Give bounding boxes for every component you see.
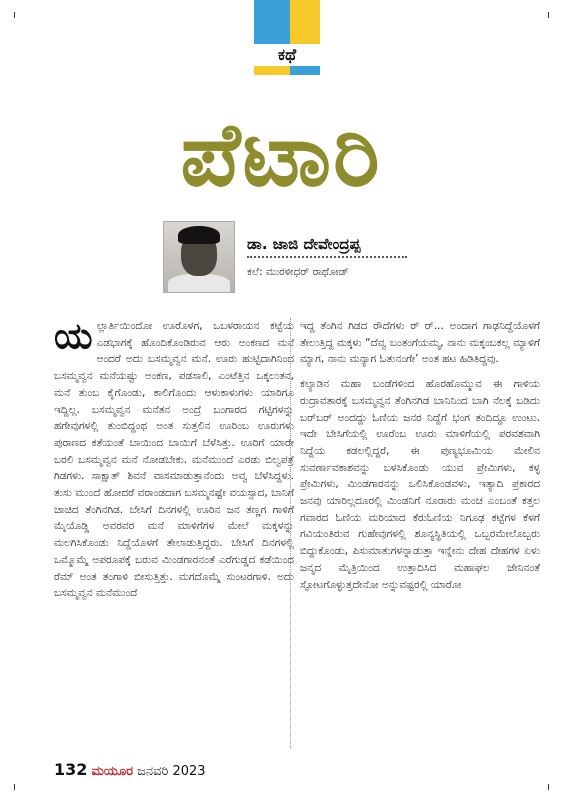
crop-mark-tr xyxy=(548,12,549,18)
crop-mark-tl xyxy=(14,12,15,18)
issue-date: ಜನವರಿ 2023 xyxy=(137,764,206,779)
story-title: ಪೆಟಾರಿ xyxy=(180,103,382,206)
author-photo-shirt xyxy=(168,274,230,293)
column-divider xyxy=(290,318,291,748)
logo-blue-block xyxy=(254,0,290,44)
body-paragraph: ಇದ್ದ ತೆಂಗಿನ ಗಿಡದ ರೌದೆಗಳು ರ್ ರ್... ಅಂದಾಗ ಗಾಢನಿದ್ದೆಯೊಳಗೆ ತೇಲುತ್ತಿದ್ದ ಮಕ್ಕಳು “ದೆವ್ವ ಬಂತಂಗೆಯಮ್ಮ, ನಾನು ಮಕ್ಕಂಬಕಲ್ಲ ಮ್ಯಾಳಿಗೆ ಮ್ಯಾಗ, ನಾನು ಮನ್ಯಾಗ ಓತುನಂಗೇ’ ಅಂತ ಹಟ ಹಿಡಿತಿದ್ದವು. xyxy=(300,320,540,366)
body-paragraph: ಲ್ಲಾರ್ತಿಯಿಂದೋ ಊರೊಳಗ, ಒಬಳರಾಯನ ಕಟ್ಟೆಯ ಎಡಭಾಗಕ್ಕೆ ಹೊಂದಿಕೊಂಡಿರುವ ಆರು ಅಂಕಣದ ಮನೆ ಅಂದರೆ ಅದು ಬಸಮ್ಮವ್ವನ ಮನೆ. ಊರು ಹುಟ್ಟಿದಾಗಿನಿಂದ ಬಸಮ್ಮವ್ವನ ಮನೆಯಷ್ಟು ಅಂಕಣ, ಪಡಸಾಲಿ, ಎಂಟೆತ್ತಿನ ಒಕ್ಕಲುತನ, ಮನೆ ತುಂಬ ಕೈಗೊಂಡು, ಕಾಲಿಗೊಂದು ಆಳುಕಾಳುಗಳು ಯಾರಿಗೂ ಇದ್ದಿಲ್ಲ. ಬಸಮ್ಮವ್ವನ ಮನೆತನ ಅಂದ್ರೆ ಬಂಗಾರದ ಗಟ್ಟಿಗಳನ್ನು ಹಗೇವುಗಳಲ್ಲಿ ತುಂಬಿದ್ದಂಥ ಅಂತ ಸುತ್ತಲಿನ ಊರಿಂಬ ಊರುಗಳು ಪುರಾಣದ ಕತೆಯಂತೆ ಬಾಯಿಂದ ಬಾಯಿಗೆ ಬೆಳೆಸಿತ್ತು. ಊರಿಗೆ ಯಾರೇ ಬರಲಿ ಬಸಮ್ಮವ್ವನ ಮನೆ ನೋಡಬೇಕು. ಮನೆಮುಂದೆ ಎರಡು ಬಿಲ್ವಪತ್ರೆ ಗಿಡಗಳು. ಸಾಕ್ಷಾತ್ ಶಿವನೆ ವಾಸಮಾಡುತ್ತಾನೆಂದು ಅವ್ವ ಬೆಳೆಸಿದ್ದಳು. ತುಸು ಮುಂದೆ ಹೋದರೆ ವರಾಂಡದಾಗ ಬಸಮ್ಮನಷ್ಟೇ ವಯಸ್ಸಾದ, ಬಾನಿಗೆ ಚಾಚಿದ ತೆಂಗಿನಗಿಡ. ಬೇಸಿಗೆ ದಿನಗಳಲ್ಲಿ ಊರಿನ ಜನ ತಣ್ಣಗ ಗಾಳಿಗೆ ಮೈಯೊಡ್ಡಿ ಅವರವರ ಮನೆ ಮಾಳಿಗೆಗಳ ಮೇಲೆ ಮಕ್ಕಳನ್ನು ಮಲಗಿಸಿಕೊಂಡು ನಿದ್ದೆಯೊಳಗೆ ತೇಲಾಡುತ್ತಿದ್ದರು. ಬೇಸಿಗೆ ದಿನಗಳಲ್ಲಿ ಒಮ್ಮೊಮ್ಮೆ ಅಪರೂಪಕ್ಕೆ ಬರುವ ಮಿಂಡಗಾರನಂತೆ ಎರೆಗುಡ್ಡದ ಕಡೆಯಿಂದ ರೆಮ್ ಅಂತ ತಂಗಾಳಿ ಬೀಸುತ್ತಿತ್ತು. ಮಗದೊಮ್ಮೆ ಸುಂಟರಗಾಳಿ. ಅದು ಬಸಮ್ಮವ್ವನ ಮನೆಮುಂದೆ xyxy=(54,320,294,600)
magazine-name: ಮಯೂರ xyxy=(91,764,134,779)
crop-mark-br xyxy=(548,784,549,790)
author-name: ಡಾ. ಜಾಜಿ ದೇವೇಂದ್ರಪ್ಪ xyxy=(247,235,361,253)
body-paragraph: ಕಲ್ಯಾಡಿನ ಮಹಾ ಬಂಡೆಗಳಿಂದ ಹೊರಹೊಮ್ಮುವ ಈ ಗಾಳಿಯ ರುದ್ರಾವತಾರಕ್ಕೆ ಬಸಮ್ಮವ್ವನ ತೆಂಗಿನಗಿಡ ಬಾನಿನಿಂದ ಬಾಗಿ ನೆಲಕ್ಕೆ ಬಡಿದು ಬರ್‌ಬರ್ ಅಂದದ್ದು ಓಣಿಯ ಜನರ ನಿದ್ದೆಗೆ ಭಂಗ ತಂದಿದ್ದೂ ಉಂಟು. ಇದೇ ಬೇಸಿಗೆಯಲ್ಲಿ ಊರೆಂಬ ಊರು ಮಾಳಿಗೆಯಲ್ಲಿ ಪರವಶವಾಗಿ ನಿದ್ದೆಯ ಕಡಲಲ್ಲಿದ್ದರೆ, ಈ ಪುಣ್ಯಭೂಮಿಯ ಮೇಲಿನ ಸುವರ್ಣಾವಕಾಶವನ್ನು ಬಳಸಿಕೊಂಡು ಯುವ ಪ್ರೇಮಿಗಳು, ಕಳ್ಳ ಪ್ರೇಮಿಗಳು, ಮಿಂಡಗಾರನನ್ನು ಒಲಿಸಿಕೊಂಡವಳು, ಇತ್ಯಾದಿ ಪ್ರಕಾರದ ಜನವು ಯಾರಿಲ್ಲದೂರಲ್ಲಿ ಮಿಂಡನಿಗೆ ನೂರಾರು ಮಂಚ ಎಂಬಂತೆ ಕತ್ತಲ ಗವಾರದ ಓಣಿಯ ಮರಿಯಾದ ಕೆರುಓಣಿಯ ನಿಗೂಢ ಕಟ್ಟೆಗಳ ಕೆಳಗೆ ಗವಿಯಂತಿರುವ ಗುಹೇವುಗಳಲ್ಲಿ ಶೂನ್ಯಸ್ಥಿತಿಯಲ್ಲಿ ಒಬ್ಬರಮೇಲೊಬ್ಬರು ಬಿದ್ದುಕೊಂಡು, ಪಿಸುಮಾತುಗಳನ್ನಾಡುತ್ತಾ ಇನ್ನೇನು ದೇಹ ದೇಹಗಳ ಏಳು ಜನ್ಮದ ಮೈತ್ರಿಯಿಂದ ಉತ್ತಾದಿಸಿದ ಮಹಾಘಲ ಜೇನಿನಂತೆ ಸ್ಫೋಟಗೊಳ್ಳುತ್ತದೇನೋ ಅನ್ನುವಷ್ಟರಲ್ಲಿ ಯಾರೋ xyxy=(300,378,540,591)
logo-blue-bar xyxy=(290,66,320,75)
logo-yellow-bar xyxy=(254,66,290,75)
page-number: 132 xyxy=(54,760,88,779)
author-divider xyxy=(247,256,407,258)
body-column-left xyxy=(54,318,294,602)
logo-yellow-block xyxy=(290,0,320,44)
author-photo xyxy=(163,221,235,293)
page-footer xyxy=(54,760,206,779)
author-photo-hair xyxy=(178,226,220,244)
section-tag: ಕಥೆ xyxy=(277,45,297,64)
crop-mark-bl xyxy=(14,784,15,790)
body-column-right xyxy=(300,318,540,593)
artist-credit: ಕಲೆ: ಮುರಳೀಧರ್ ರಾಥೋಡ್ xyxy=(247,266,349,278)
drop-cap: ಯ xyxy=(54,316,93,357)
